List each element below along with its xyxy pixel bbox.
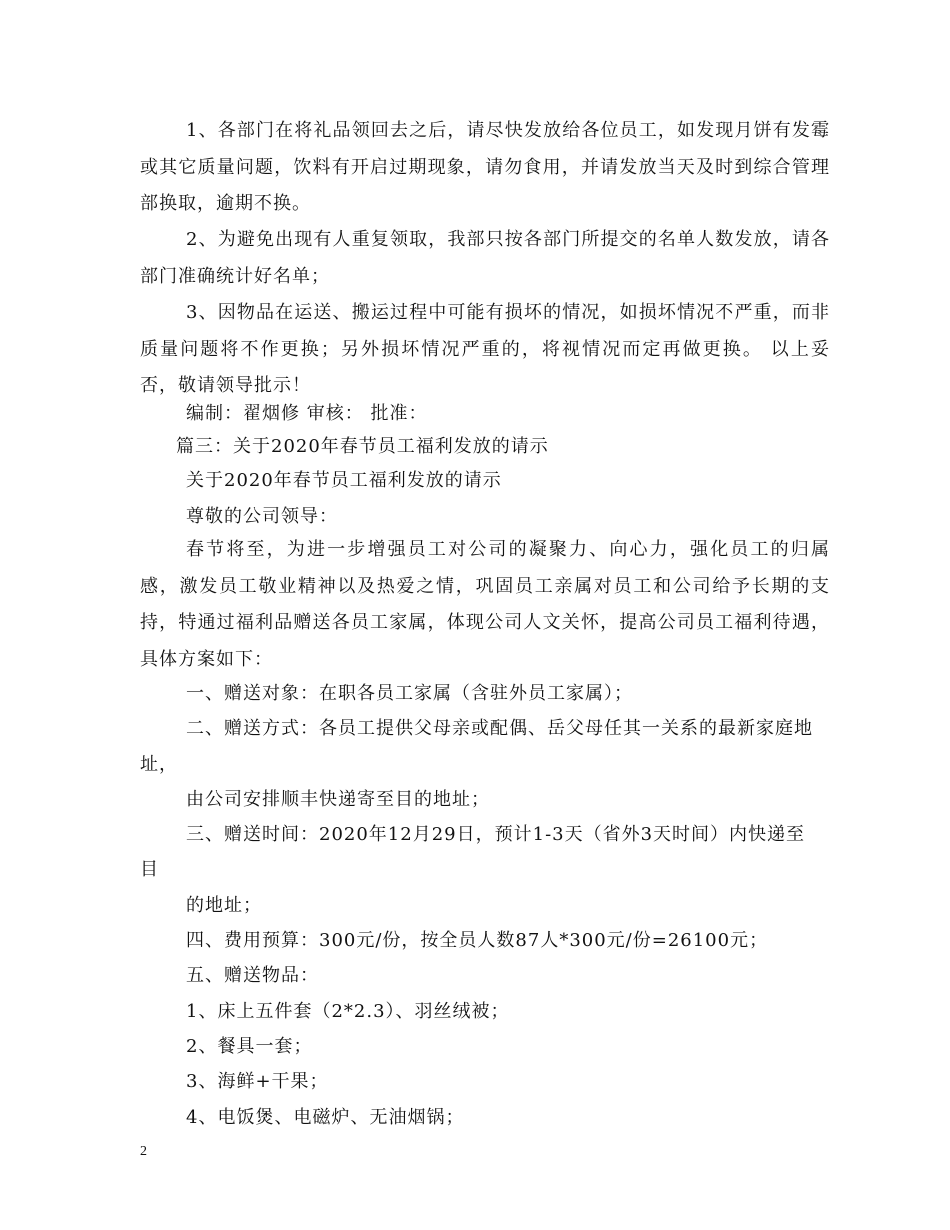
gift-item-2: 2、餐具一套； — [186, 1036, 313, 1057]
item-method-line2: 址， — [140, 754, 178, 775]
item-budget: 四、费用预算：300元/份，按全员人数87人*300元/份=26100元； — [186, 930, 769, 951]
paragraph-2: 2、为避免出现有人重复领取，我部只按各部门所提交的名单人数发放，请各部门准确统计好名单； — [140, 229, 830, 287]
item-time-line3: 的地址； — [186, 895, 262, 916]
paragraph-1: 1、各部门在将礼品领回去之后，请尽快发放给各位员工，如发现月饼有发霉或其它质量问题，饮料有开启过期现象，请勿食用，并请发放当天及时到综合管理部换取，逾期不换。 — [140, 120, 830, 214]
item-gifts-heading: 五、赠送物品： — [186, 965, 319, 986]
item-time-line2: 目 — [140, 859, 159, 880]
section-title: 篇三：关于2020年春节员工福利发放的请示 — [176, 436, 549, 457]
gift-item-1: 1、床上五件套（2*2.3）、羽丝绒被； — [186, 1001, 510, 1022]
gift-item-3: 3、海鲜+干果； — [186, 1071, 329, 1092]
item-method-line1: 二、赠送方式：各员工提供父母亲或配偶、岳父母任其一关系的最新家庭地 — [186, 718, 813, 739]
item-recipients: 一、赠送对象：在职各员工家属（含驻外员工家属）； — [186, 683, 633, 704]
salutation: 尊敬的公司领导： — [186, 506, 338, 527]
page-number: 2 — [140, 1144, 147, 1159]
paragraph-3: 3、因物品在运送、搬运过程中可能有损坏的情况，如损坏情况不严重，而非质量问题将不作更换；另外损坏情况严重的，将视情况而定再做更换。 以上妥否，敬请领导批示！ — [140, 302, 830, 396]
signoff-line: 编制：翟烟修 审核： 批准： — [186, 403, 428, 424]
item-time-line1: 三、赠送时间：2020年12月29日，预计1-3天（省外3天时间）内快递至 — [186, 824, 806, 845]
document-title: 关于2020年春节员工福利发放的请示 — [186, 470, 502, 491]
item-method-line3: 由公司安排顺丰快递寄至目的地址； — [186, 789, 490, 810]
intro-paragraph: 春节将至，为进一步增强员工对公司的凝聚力、向心力，强化员工的归属感，激发员工敬业精神以及热爱之情，巩固员工亲属对员工和公司给予长期的支持，特通过福利品赠送各员工家属，体现公司人文关怀，提高公司员工福利待遇，具体方案如下： — [140, 539, 830, 670]
gift-item-4: 4、电饭煲、电磁炉、无油烟锅； — [186, 1107, 465, 1128]
